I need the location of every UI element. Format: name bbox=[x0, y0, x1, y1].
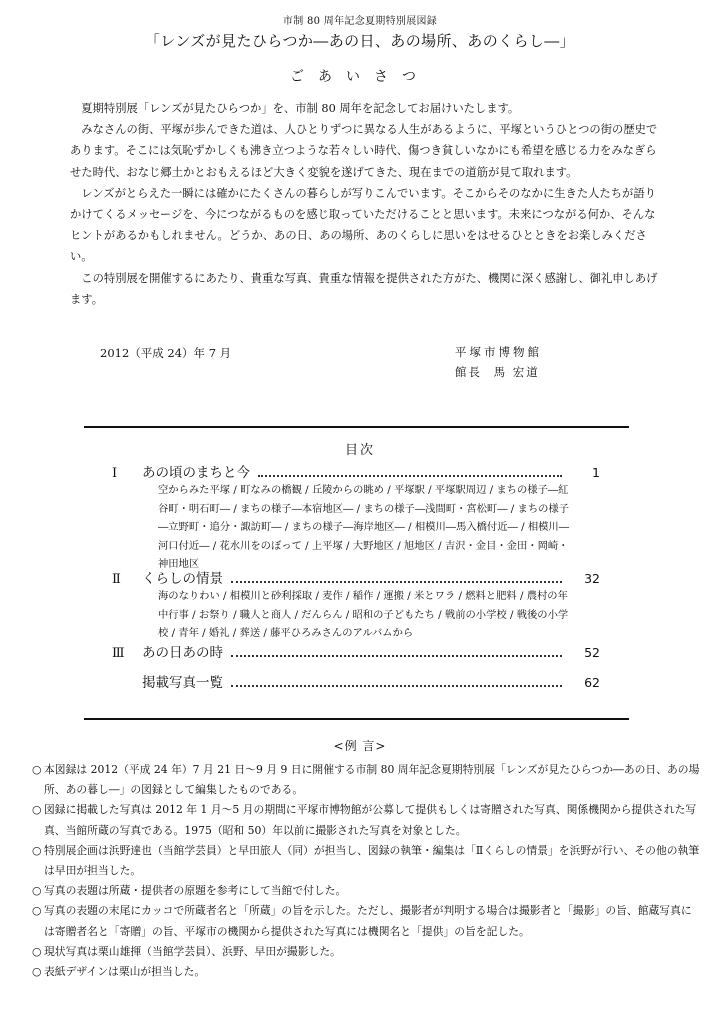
greeting-body bbox=[70, 98, 660, 310]
toc-entry-number: Ⅱ bbox=[112, 572, 121, 587]
director-signature bbox=[455, 364, 546, 380]
circle-bullet-icon: ○ bbox=[32, 965, 42, 979]
note-item bbox=[32, 800, 702, 840]
toc-top-rule bbox=[84, 426, 629, 428]
catalog-subtitle: 市制 80 周年記念夏期特別展図録 bbox=[282, 16, 438, 27]
circle-bullet-icon: ○ bbox=[32, 803, 42, 817]
toc-dot-leader bbox=[258, 475, 562, 477]
museum-name: 平塚市博物館 bbox=[455, 345, 542, 359]
exhibition-title: 「レンズが見たひらつか―あの日、あの場所、あのくらし―」 bbox=[144, 32, 576, 50]
toc-entry-subtopics: 海のなりわい / 相模川と砂利採取 / 麦作 / 稲作 / 運搬 / 米とワラ / 燃料と肥料 / 農村の年中行事 / お祭り / 職人と商人 / だんらん / 昭和の子どもたち / 戦前の小学校 / 戦後の小学校 / 青年 / 婚礼 / 葬送 / 藤平ひろみさんのアルバムから bbox=[158, 590, 569, 640]
note-text: 写真の表題の末尾にカッコで所蔵者名と「所蔵」の旨を示した。ただし、撮影者が判明する場合は撮影者と「撮影」の旨、館蔵写真には寄贈者名と「寄贈」の旨、平塚市の機関から提供された写真には機関名と「提供」の旨を記した。 bbox=[44, 904, 692, 938]
greeting-paragraph: レンズがとらえた一瞬には確かにたくさんの暮らしが写りこんでいます。そこからそのなかに生きた人たちが語りかけてくるメッセージを、今につながるものを感じ取っていただけることと思います。未来につながる何か、そんなヒントがあるかもしれません。どうか、あの日、あの場所、あのくらしに思いをはせるひとときをお楽しみください。 bbox=[70, 186, 656, 264]
toc-entry[interactable] bbox=[112, 461, 600, 481]
toc-entry[interactable] bbox=[112, 671, 600, 691]
note-text: 特別展企画は浜野達也（当館学芸員）と早田旅人（同）が担当し、図録の執筆・編集は「Ⅱくらしの情景」を浜野が行い、その他の執筆は早田が担当した。 bbox=[44, 843, 700, 878]
notes-list bbox=[32, 760, 702, 982]
toc-entry-label: くらしの情景 bbox=[142, 571, 223, 587]
note-item bbox=[32, 942, 702, 962]
note-item bbox=[32, 881, 702, 901]
note-text: 表紙デザインは栗山が担当した。 bbox=[44, 965, 206, 979]
greeting-heading: ごあいさつ bbox=[290, 69, 430, 85]
toc-heading: 目次 bbox=[344, 443, 375, 458]
note-text: 写真の表題は所蔵・提供者の原題を参考にして当館で付した。 bbox=[44, 884, 347, 898]
greeting-paragraph: この特別展を開催するにあたり、貴重な写真、貴重な情報を提供された方がた、機関に深く感謝し、御礼申しあげます。 bbox=[70, 271, 658, 306]
note-text: 現状写真は栗山雄揮（当館学芸員）、浜野、早田が撮影した。 bbox=[44, 944, 341, 958]
toc-entry-number: Ⅲ bbox=[112, 646, 125, 661]
toc-entry-subtopics: 空からみた平塚 / 町なみの橋観 / 丘陵からの眺め / 平塚駅 / 平塚駅周辺 / まちの様子―紅谷町・明石町― / まちの様子―本宿地区― / まちの様子―浅間町・宮松町― / まちの様子―立野町・追分・諏訪町― / まちの様子―海岸地区― / 相模川―馬入橋付近― / 相模川―河口付近― / 花水川をのぼって / 上平塚 / 大野地区 / 旭地区 / 吉沢・金目・金田・岡崎・神田地区 bbox=[158, 484, 570, 571]
greeting-paragraph: みなさんの街、平塚が歩んできた道は、人ひとりずつに異なる人生があるように、平塚というひとつの街の歴史であります。そこには気恥ずかしくも沸き立つような若々しい時代、傷つき貧しいなかにも希望を感じる力をみなぎらせた時代、おなじ郷土かとおもえるほど大きく変貌を遂げてきた、現在までの道筋が見て取れます。 bbox=[70, 123, 658, 179]
toc-bottom-rule bbox=[84, 718, 629, 720]
toc-entry-page: 52 bbox=[584, 645, 600, 660]
note-item bbox=[32, 901, 702, 941]
circle-bullet-icon: ○ bbox=[32, 884, 42, 898]
toc-entry[interactable] bbox=[112, 641, 600, 661]
toc-dot-leader bbox=[231, 655, 562, 657]
toc-entry-page: 1 bbox=[592, 465, 600, 480]
toc-entry[interactable] bbox=[112, 567, 600, 587]
circle-bullet-icon: ○ bbox=[32, 944, 42, 958]
director-name: 馬 宏道 bbox=[493, 365, 540, 379]
greeting-paragraph: 夏期特別展「レンズが見たひらつか」を、市制 80 周年を記念してお届けいたします。 bbox=[81, 102, 520, 115]
toc-dot-leader bbox=[231, 685, 562, 687]
note-item bbox=[32, 962, 702, 982]
toc-dot-leader bbox=[231, 581, 562, 583]
toc-entry-number: Ⅰ bbox=[112, 466, 118, 481]
circle-bullet-icon: ○ bbox=[32, 763, 42, 776]
circle-bullet-icon: ○ bbox=[32, 904, 42, 918]
toc-entry-label: あの日あの時 bbox=[142, 645, 223, 661]
toc-entry-page: 62 bbox=[584, 675, 600, 690]
toc-entry-label: 掲載写真一覧 bbox=[142, 675, 223, 691]
circle-bullet-icon: ○ bbox=[32, 843, 42, 857]
note-text: 本図録は 2012（平成 24 年）7 月 21 日～9 月 9 日に開催する市制 80 周年記念夏期特別展「レンズが見たひらつか―あの日、あの場所、あの暮し―」の図録として編集したものである。 bbox=[44, 763, 700, 797]
greeting-date: 2012（平成 24）年 7 月 bbox=[100, 346, 232, 360]
toc-entry-page: 32 bbox=[584, 571, 600, 586]
note-item bbox=[32, 760, 702, 800]
director-title: 館長 bbox=[455, 365, 482, 379]
notes-heading: <例 言> bbox=[333, 739, 387, 753]
note-text: 図録に掲載した写真は 2012 年 1 月～5 月の期間に平塚市博物館が公募して提供もしくは寄贈された写真、関係機関から提供された写真、当館所蔵の写真である。1975（昭和 50）年以前に撮影された写真を対象とした。 bbox=[44, 803, 697, 837]
note-item bbox=[32, 841, 702, 881]
toc-entry-label: あの頃のまちと今 bbox=[142, 465, 250, 481]
